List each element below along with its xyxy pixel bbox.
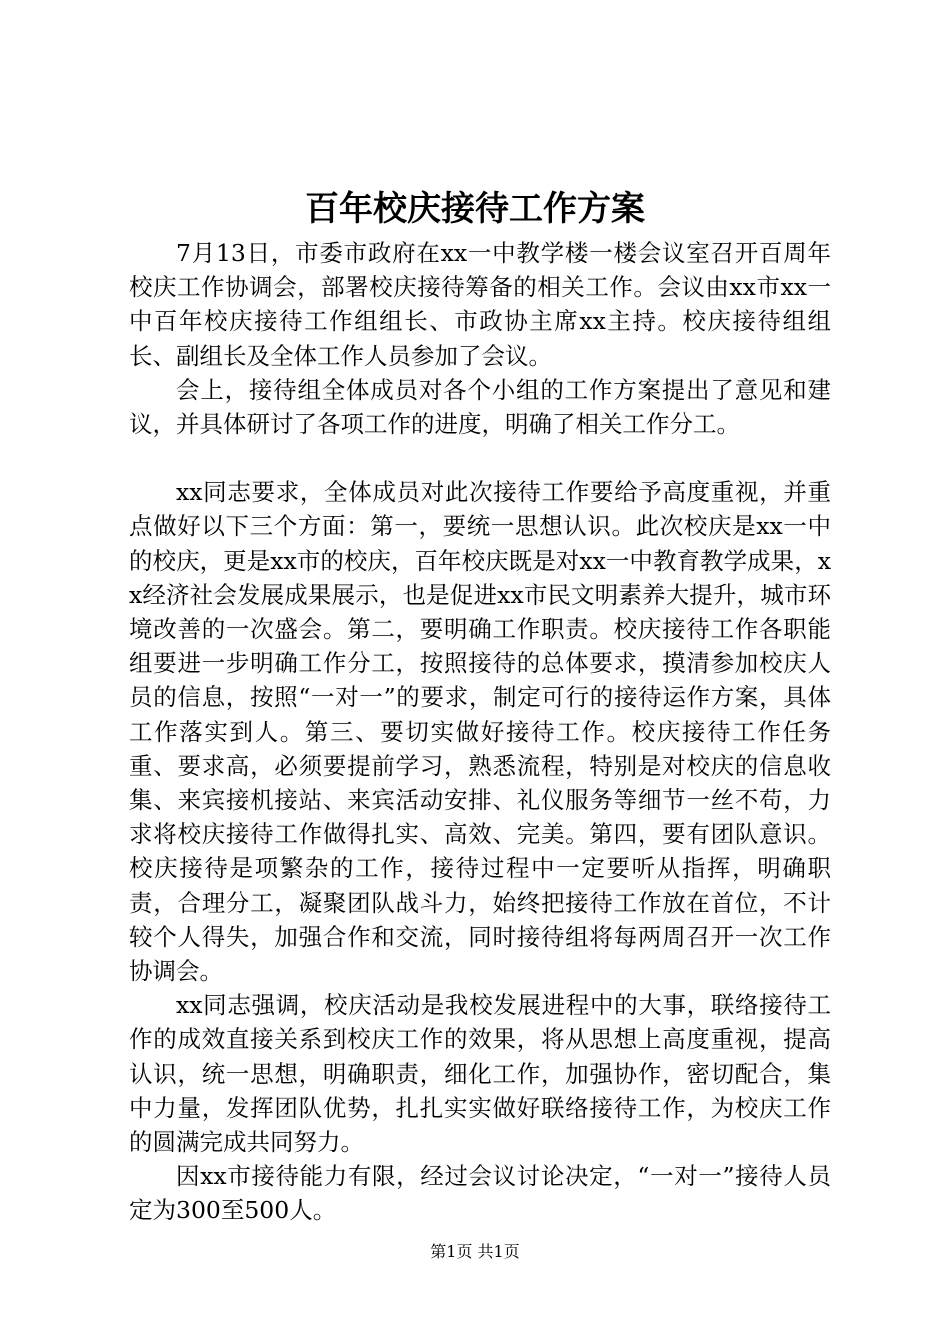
paragraph-emphasis: xx同志强调，校庆活动是我校发展进程中的大事，联络接待工作的成效直接关系到校庆工作的效果，将从思想上高度重视，提高认识，统一思想，明确职责，细化工作，加强协作，密切配合，集中力量，发挥团队优势，扎扎实实做好联络接待工作，为校庆工作的圆满完成共同努力。 [129, 991, 831, 1157]
paragraph-decision: 因xx市接待能力有限，经过会议讨论决定，“一对一”接待人员定为300至500人。 [129, 1162, 831, 1225]
paragraph-meeting-discussion: 会上，接待组全体成员对各个小组的工作方案提出了意见和建议，并具体研讨了各项工作的进度，明确了相关工作分工。 [129, 375, 831, 439]
document-title: 百年校庆接待工作方案 [305, 189, 645, 229]
paragraph-requirements: xx同志要求，全体成员对此次接待工作要给予高度重视，并重点做好以下三个方面：第一，要统一思想认识。此次校庆是xx一中的校庆，更是xx市的校庆，百年校庆既是对xx一中教育教学成果，xx经济社会发展成果展示，也是促进xx市民文明素养大提升，城市环境改善的一次盛会。第二，要明确工作职责。校庆接待工作各职能组要进一步明确工作分工，按照接待的总体要求，摸清参加校庆人员的信息，按照“一对一”的要求，制定可行的接待运作方案，具体工作落实到人。第三、要切实做好接待工作。校庆接待工作任务重、要求高，必须要提前学习，熟悉流程，特别是对校庆的信息收集、来宾接机接站、来宾活动安排、礼仪服务等细节一丝不苟，力求将校庆接待工作做得扎实、高效、完美。第四，要有团队意识。校庆接待是项繁杂的工作，接待过程中一定要听从指挥，明确职责，合理分工，凝聚团队战斗力，始终把接待工作放在首位，不计较个人得失，加强合作和交流，同时接待组将每两周召开一次工作协调会。 [129, 478, 831, 986]
paragraph-meeting-intro: 7月13日，市委市政府在xx一中教学楼一楼会议室召开百周年校庆工作协调会，部署校庆接待筹备的相关工作。会议由xx市xx一中百年校庆接待工作组组长、市政协主席xx主持。校庆接待组组长、副组长及全体工作人员参加了会议。 [129, 239, 831, 370]
document-body [129, 236, 831, 1228]
page-footer: 第1页 共1页 [430, 1242, 520, 1261]
